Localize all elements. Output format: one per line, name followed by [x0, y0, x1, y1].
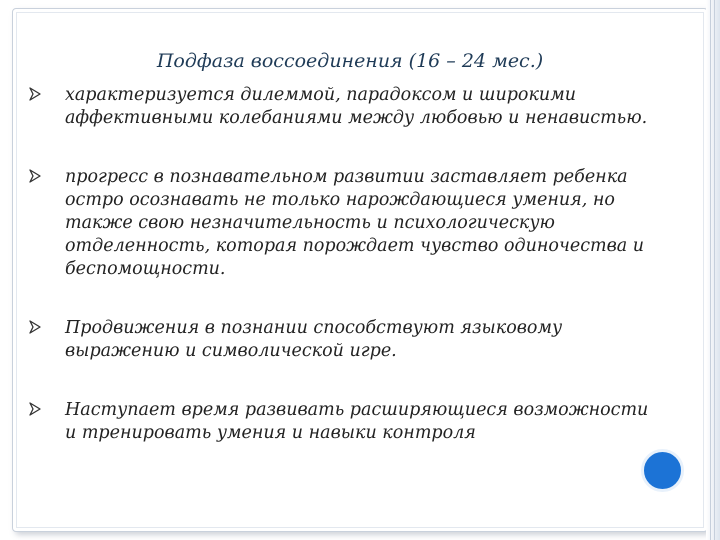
bullet-text: прогресс в познавательном развитии заставляет ребенка остро осознавать не только нарождающиеся умения, но также свою незначительность и психологическую отделенность, которая порождает чувство одиночества и беспомощности.	[65, 167, 645, 279]
bullet-list	[28, 84, 658, 445]
arrow-bullet-icon	[28, 169, 42, 183]
bullet-item	[28, 317, 658, 363]
bullet-text: Наступает время развивать расширяющиеся возможности и тренировать умения и навыки контроля	[65, 400, 649, 443]
decor-line	[714, 0, 715, 540]
bullet-item	[28, 166, 658, 281]
bullet-item	[28, 399, 658, 445]
arrow-bullet-icon	[28, 402, 42, 416]
bullet-item	[28, 84, 658, 130]
arrow-bullet-icon	[28, 87, 42, 101]
slide-right-decor-bar	[706, 0, 720, 540]
decor-line	[710, 0, 711, 540]
slide-number-circle	[641, 449, 684, 492]
slide-title: Подфаза воссоединения (16 – 24 мес.)	[156, 50, 544, 72]
bullet-text: характеризуется дилеммой, парадоксом и широкими аффективными колебаниями между любовью и ненавистью.	[65, 85, 648, 128]
bullet-text: Продвижения в познании способствуют языковому выражению и символической игре.	[65, 318, 563, 361]
arrow-bullet-icon	[28, 320, 42, 334]
